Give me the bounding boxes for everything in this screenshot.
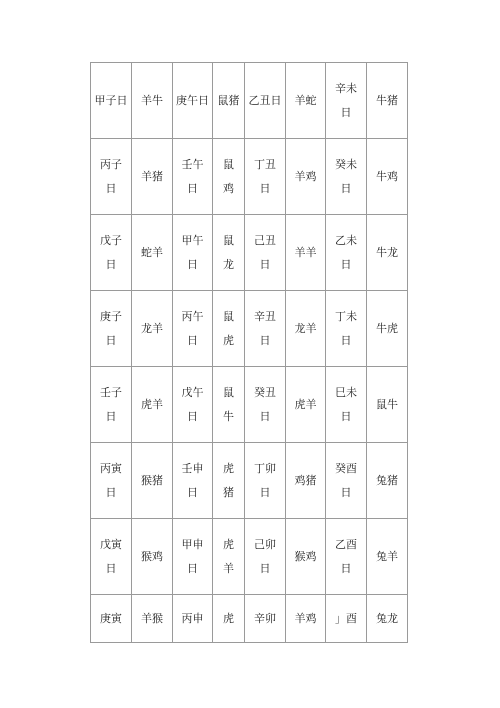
- table-cell: [213, 215, 245, 291]
- cell-text: 丙申: [181, 611, 204, 625]
- cell-text: 庚午日: [176, 93, 209, 107]
- table-cell: [132, 291, 173, 367]
- cell-text: 辛未 日: [335, 81, 357, 119]
- cell-text: 猴鸡: [294, 549, 317, 563]
- table-cell: [213, 367, 245, 443]
- table-cell: [213, 519, 245, 595]
- table-cell: [367, 63, 408, 139]
- table-row: [91, 215, 408, 291]
- cell-text: 牛虎: [376, 321, 398, 335]
- table-cell: [245, 367, 286, 443]
- table-cell: [286, 443, 326, 519]
- table-cell: [326, 595, 367, 643]
- cell-text: 羊蛇: [294, 93, 317, 107]
- cell-text: 羊鸡: [294, 169, 317, 183]
- table-cell: [173, 215, 213, 291]
- cell-text: 」酉: [335, 611, 357, 625]
- table-cell: [245, 443, 286, 519]
- cell-text: 壬子 日: [100, 385, 122, 423]
- table-cell: [326, 63, 367, 139]
- cell-text: 龙羊: [294, 321, 317, 335]
- table-cell: [173, 63, 213, 139]
- cell-text: 乙未 日: [335, 233, 357, 271]
- cell-text: 兔猪: [376, 473, 398, 487]
- table-cell: [91, 63, 132, 139]
- table-cell: [173, 367, 213, 443]
- table-cell: [173, 519, 213, 595]
- table-cell: [245, 519, 286, 595]
- table-cell: [286, 63, 326, 139]
- cell-text: 丙午 日: [181, 309, 204, 347]
- cell-text: 虎 猪: [223, 461, 234, 499]
- table-cell: [173, 595, 213, 643]
- cell-text: 壬申 日: [181, 461, 204, 499]
- table-row: [91, 291, 408, 367]
- table-cell: [91, 215, 132, 291]
- cell-text: 虎羊: [294, 397, 317, 411]
- cell-text: 辛卯: [254, 611, 276, 625]
- table-cell: [286, 367, 326, 443]
- cell-text: 丙子 日: [100, 157, 122, 195]
- table-row: [91, 367, 408, 443]
- table-row: [91, 443, 408, 519]
- table-cell: [367, 519, 408, 595]
- table-cell: [173, 139, 213, 215]
- cell-text: 巳未 日: [335, 385, 357, 423]
- table-cell: [286, 291, 326, 367]
- cell-text: 羊鸡: [294, 611, 317, 625]
- table-cell: [367, 443, 408, 519]
- cell-text: 丁丑 日: [254, 157, 276, 195]
- cell-text: 羊猴: [141, 611, 163, 625]
- cell-text: 戊午 日: [181, 385, 204, 423]
- cell-text: 羊牛: [141, 93, 163, 107]
- cell-text: 丁卯 日: [254, 461, 276, 499]
- table-cell: [213, 139, 245, 215]
- table-cell: [213, 595, 245, 643]
- table-body: [91, 63, 408, 643]
- table-cell: [286, 139, 326, 215]
- cell-text: 虎羊: [141, 397, 163, 411]
- cell-text: 丁未 日: [335, 309, 357, 347]
- cell-text: 猴猪: [141, 473, 163, 487]
- table-cell: [367, 291, 408, 367]
- cell-text: 甲午 日: [181, 233, 204, 271]
- cell-text: 龙羊: [141, 321, 163, 335]
- table-cell: [132, 367, 173, 443]
- table-cell: [213, 291, 245, 367]
- table-cell: [245, 63, 286, 139]
- table-cell: [91, 443, 132, 519]
- table-cell: [326, 139, 367, 215]
- table-cell: [367, 595, 408, 643]
- day-pairing-table: [90, 62, 408, 643]
- cell-text: 己丑 日: [254, 233, 276, 271]
- cell-text: 壬午 日: [181, 157, 204, 195]
- table-cell: [91, 519, 132, 595]
- table-cell: [245, 139, 286, 215]
- table-cell: [132, 595, 173, 643]
- cell-text: 鼠牛: [376, 397, 398, 411]
- cell-text: 鸡猪: [294, 473, 317, 487]
- cell-text: 羊猪: [141, 169, 163, 183]
- cell-text: 戊寅 日: [100, 537, 122, 575]
- table-cell: [367, 139, 408, 215]
- table-cell: [326, 291, 367, 367]
- cell-text: 乙丑日: [248, 93, 282, 107]
- table-cell: [173, 291, 213, 367]
- table-cell: [91, 367, 132, 443]
- table-row: [91, 595, 408, 643]
- cell-text: 癸丑 日: [254, 385, 276, 423]
- table-cell: [91, 291, 132, 367]
- table-cell: [91, 139, 132, 215]
- table-cell: [286, 595, 326, 643]
- cell-text: 甲子日: [94, 93, 128, 107]
- table-cell: [132, 443, 173, 519]
- table-row: [91, 519, 408, 595]
- table-row: [91, 63, 408, 139]
- cell-text: 己卯 日: [254, 537, 276, 575]
- table-row: [91, 139, 408, 215]
- cell-text: 鼠猪: [217, 93, 240, 107]
- cell-text: 庚子 日: [100, 309, 122, 347]
- cell-text: 牛猪: [376, 93, 398, 107]
- cell-text: 猴鸡: [141, 549, 163, 563]
- cell-text: 癸酉 日: [335, 461, 357, 499]
- cell-text: 甲申 日: [181, 537, 204, 575]
- table-cell: [245, 215, 286, 291]
- table-cell: [245, 595, 286, 643]
- table-cell: [326, 367, 367, 443]
- table-cell: [132, 215, 173, 291]
- table-cell: [132, 139, 173, 215]
- cell-text: 癸未 日: [335, 157, 357, 195]
- cell-text: 辛丑 日: [254, 309, 276, 347]
- table-cell: [132, 519, 173, 595]
- cell-text: 鼠 牛: [223, 385, 234, 423]
- table-cell: [326, 215, 367, 291]
- table-cell: [91, 595, 132, 643]
- cell-text: 蛇羊: [141, 245, 163, 259]
- table-cell: [326, 443, 367, 519]
- table-cell: [245, 291, 286, 367]
- table-cell: [213, 63, 245, 139]
- cell-text: 庚寅: [100, 611, 122, 625]
- table-cell: [367, 215, 408, 291]
- cell-text: 鼠 虎: [223, 309, 234, 347]
- table-cell: [173, 443, 213, 519]
- cell-text: 牛龙: [376, 245, 398, 259]
- cell-text: 虎 羊: [223, 537, 234, 575]
- table-cell: [286, 215, 326, 291]
- table-cell: [326, 519, 367, 595]
- cell-text: 丙寅 日: [100, 461, 122, 499]
- cell-text: 虎: [223, 611, 234, 625]
- cell-text: 羊羊: [294, 245, 317, 259]
- cell-text: 兔龙: [376, 611, 398, 625]
- cell-text: 牛鸡: [376, 169, 398, 183]
- cell-text: 戊子 日: [100, 233, 122, 271]
- cell-text: 乙酉 日: [335, 537, 357, 575]
- cell-text: 鼠 鸡: [223, 157, 234, 195]
- table-cell: [132, 63, 173, 139]
- cell-text: 鼠 龙: [223, 233, 234, 271]
- table-cell: [367, 367, 408, 443]
- cell-text: 兔羊: [376, 549, 398, 563]
- table-cell: [213, 443, 245, 519]
- table-cell: [286, 519, 326, 595]
